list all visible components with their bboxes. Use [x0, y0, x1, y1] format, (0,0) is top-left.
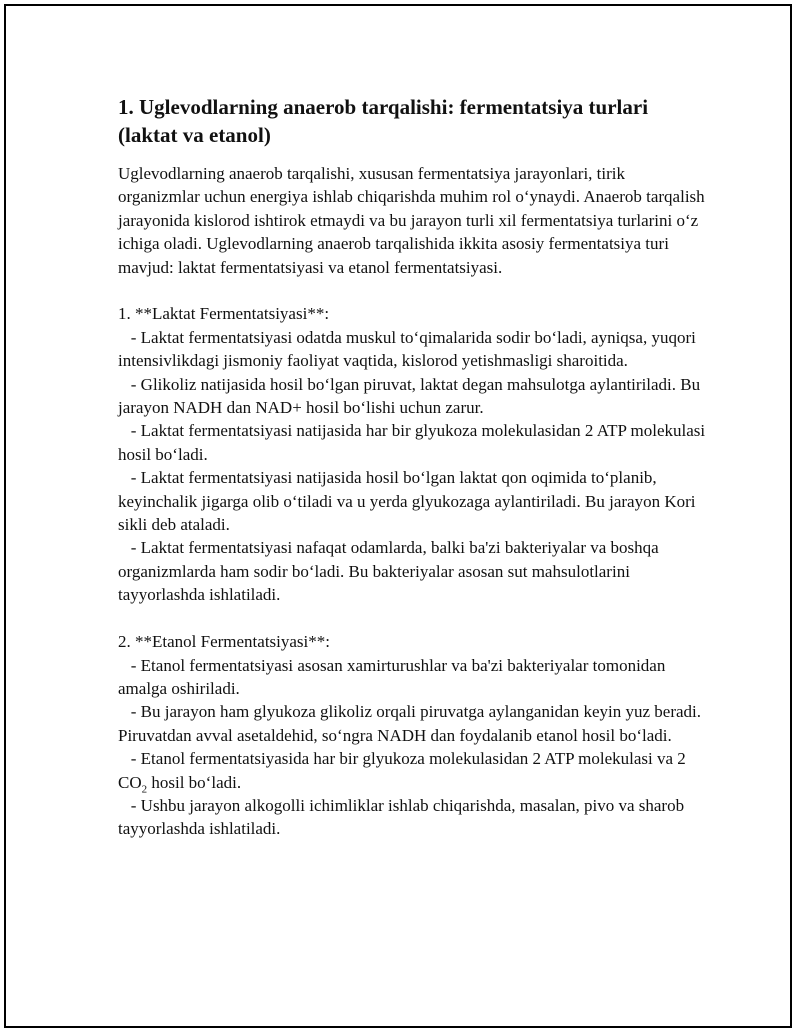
list-item: - Laktat fermentatsiyasi nafaqat odamlarda, balki ba'zi bakteriyalar va boshqa organizmlarda ham sodir bo‘ladi. Bu bakteriyalar asosan sut mahsulotlarini tayyorlashda ishlatiladi.: [118, 538, 659, 605]
subscript: 2: [141, 782, 148, 795]
list-item: - Etanol fermentatsiyasi asosan xamirturushlar va ba'zi bakteriyalar tomonidan amalga oshiriladi.: [118, 655, 666, 698]
list-item: - Laktat fermentatsiyasi natijasida har bir glyukoza molekulasidan 2 ATP molekulasi hosil bo‘ladi.: [118, 421, 706, 464]
intro-paragraph: Uglevodlarning anaerob tarqalishi, xususan fermentatsiya jarayonlari, tirik organizmlar uchun energiya ishlab chiqarishda muhim rol o‘ynaydi. Anaerob tarqalish jarayonida kislorod ishtirok etmaydi va bu jarayon turli xil fermentatsiya turlarini o‘z ichiga oladi. Uglevodlarning anaerob tarqalishida ikkita asosiy fermentatsiya turi mavjud: laktat fermentatsiyasi va etanol fermentatsiyasi.: [118, 164, 705, 277]
section-heading-etanol: 2. **Etanol Fermentatsiyasi**:: [118, 632, 330, 652]
list-item: - Laktat fermentatsiyasi natijasida hosil bo‘lgan laktat qon oqimida to‘planib, keyinchalik jigarga olib o‘tiladi va u yerda glyukozaga aylantiriladi. Bu jarayon Kori sikli deb ataladi.: [118, 468, 696, 535]
list-item: - Glikoliz natijasida hosil bo‘lgan piruvat, laktat degan mahsulotga aylantiriladi. Bu jarayon NADH dan NAD+ hosil bo‘lishi uchun zarur.: [118, 374, 701, 418]
list-item: - Etanol fermentatsiyasida har bir glyukoza molekulasidan 2 ATP molekulasi va 2 $CO_2$ hosil bo‘ladi.: [118, 749, 686, 795]
page-title: 1. Uglevodlarning anaerob tarqalishi: fermentatsiya turlari (laktat va etanol): [118, 95, 649, 147]
document-body: [118, 162, 708, 841]
list-item: - Ushbu jarayon alkogolli ichimliklar ishlab chiqarishda, masalan, pivo va sharob tayyorlashda ishlatiladi.: [118, 795, 685, 839]
section-heading-laktat: 1. **Laktat Fermentatsiyasi**:: [118, 304, 330, 324]
list-item: - Laktat fermentatsiyasi odatda muskul to‘qimalarida sodir bo‘ladi, ayniqsa, yuqori intensivlikdagi jismoniy faoliyat vaqtida, kislorod yetishmasligi sharoitida.: [118, 327, 696, 371]
list-item: - Bu jarayon ham glyukoza glikoliz orqali piruvatga aylanganidan keyin yuz beradi. Piruvatdan avval asetaldehid, so‘ngra NADH dan foydalanib etanol hosil bo‘ladi.: [118, 702, 702, 745]
spacer: [118, 607, 708, 630]
document-content: [118, 93, 708, 841]
spacer: [118, 279, 708, 302]
